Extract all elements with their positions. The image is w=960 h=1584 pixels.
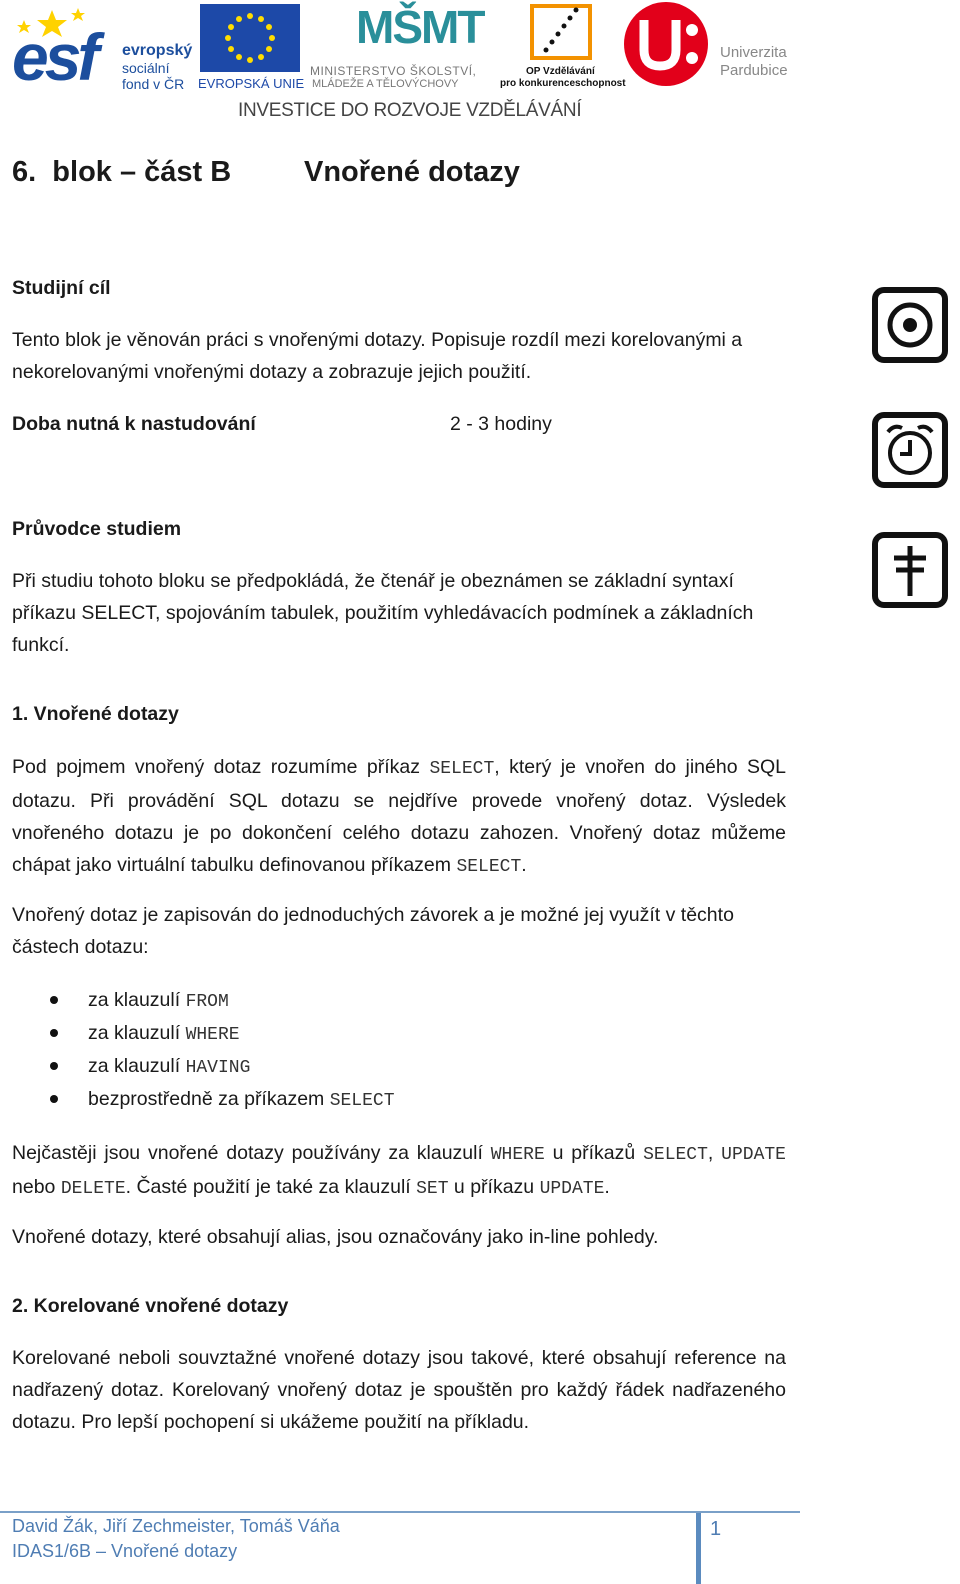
section2-paragraph1: Korelované neboli souvztažné vnořené dotazy jsou takové, které obsahují reference na nadřazený dotaz. Korelovaný vnořený dotaz je spouštěn pro každý řádek nadřazeného dotazu. Pro lepší pochopení si ukážeme použití na příkladu. <box>12 1347 786 1433</box>
msmt-mark: MŠMT <box>356 1 484 53</box>
logo-bar <box>8 0 808 125</box>
code-update: UPDATE <box>721 1145 786 1165</box>
bullet-icon <box>50 1029 58 1037</box>
code-where: WHERE <box>490 1145 545 1165</box>
msmt-line2: MLÁDEŽE A TĚLOVÝCHOVY <box>312 78 459 90</box>
section2-heading: 2. Korelované vnořené dotazy <box>12 1295 289 1317</box>
list-item-code: SELECT <box>329 1091 395 1111</box>
section1-p3-text: u příkazů <box>544 1142 644 1164</box>
alarm-clock-icon <box>872 412 948 488</box>
signpost-icon <box>872 532 948 608</box>
list-item <box>48 1083 788 1116</box>
esf-line2: sociální <box>122 60 170 76</box>
section1-heading: 1. Vnořené dotazy <box>12 703 179 725</box>
block-name-title: Vnořené dotazy <box>304 156 520 188</box>
code-select: SELECT <box>643 1145 708 1165</box>
list-item <box>48 1017 788 1050</box>
usage-list <box>48 984 788 1116</box>
upce-line1: Univerzita <box>720 44 787 61</box>
list-item <box>48 984 788 1017</box>
duration-value: 2 - 3 hodiny <box>450 413 552 435</box>
upce-line2: Pardubice <box>720 62 788 79</box>
block-part-title: 6. blok – část B <box>12 156 232 188</box>
list-item-text: za klauzulí <box>88 1022 186 1044</box>
list-item-code: FROM <box>185 992 229 1012</box>
section1-p1-text-a: Pod pojmem vnořený dotaz rozumíme příkaz <box>12 756 430 778</box>
list-item-text: za klauzulí <box>88 989 186 1011</box>
list-item-code: WHERE <box>185 1025 240 1045</box>
section1-p3-text: Nejčastěji jsou vnořené dotazy používány za klauzulí <box>12 1142 491 1164</box>
duration-label: Doba nutná k nastudování <box>12 413 256 435</box>
upce-emblem-icon <box>624 0 710 90</box>
footer-divider <box>0 1511 800 1513</box>
list-item-text: za klauzulí <box>88 1055 186 1077</box>
code-delete: DELETE <box>60 1179 126 1199</box>
section1-p3-text: u příkazu <box>448 1176 540 1198</box>
section1-p3-text: . Časté použití je také za klauzulí <box>125 1176 417 1198</box>
tagline: INVESTICE DO ROZVOJE VZDĚLÁVÁNÍ <box>238 100 582 121</box>
esf-line1: evropský <box>122 42 193 59</box>
op-emblem-icon <box>528 2 594 62</box>
section1-paragraph3 <box>12 1137 786 1205</box>
code-set: SET <box>416 1179 449 1199</box>
eu-label: EVROPSKÁ UNIE <box>198 76 305 91</box>
goal-text: Tento blok je věnován práci s vnořenými dotazy. Popisuje rozdíl mezi korelovanými a nekorelovanými vnořenými dotazy a zobrazuje jejich použití. <box>12 329 743 383</box>
bullet-icon <box>50 1095 58 1103</box>
list-item-text: bezprostředně za příkazem <box>88 1088 330 1110</box>
op-line2: pro konkurenceschopnost <box>500 78 626 89</box>
guide-text: Při studiu tohoto bloku se předpokládá, že čtenář je obeznámen se základní syntaxí příkazu SELECT, spojováním tabulek, použitím vyhledávacích podmínek a základních funkcí. <box>12 570 754 656</box>
code-select: SELECT <box>429 759 495 779</box>
list-item-code: HAVING <box>185 1058 251 1078</box>
code-update: UPDATE <box>539 1179 605 1199</box>
op-logo <box>500 0 626 92</box>
esf-line3: fond v ČR <box>122 76 185 92</box>
msmt-logo <box>310 0 498 92</box>
eu-stars-icon <box>200 4 300 72</box>
page-number: 1 <box>710 1518 722 1540</box>
section1-p1-text-b: , který je vnořen do jiného SQL dotazu. Při provádění SQL dotazu se nejdříve provede vnořený dotaz. Výsledek vnořeného dotazu je po dokončení celého dotazu zahozen. Vnořený dotaz můžeme chápat jako virtuální tabulku definovanou příkazem <box>12 756 786 876</box>
esf-logo <box>12 4 193 94</box>
guide-heading: Průvodce studiem <box>12 518 182 540</box>
list-item <box>48 1050 788 1083</box>
code-select: SELECT <box>456 857 522 877</box>
footer-page-divider <box>696 1513 701 1584</box>
section1-p3-text: nebo <box>12 1176 61 1198</box>
section1-p3-text: , <box>707 1142 722 1164</box>
section1-paragraph4: Vnořené dotazy, které obsahují alias, jsou označovány jako in-line pohledy. <box>12 1226 659 1248</box>
footer-authors: David Žák, Jiří Zechmeister, Tomáš Váňa <box>12 1516 340 1536</box>
bullet-icon <box>50 996 58 1004</box>
target-icon <box>872 287 948 363</box>
section1-paragraph2: Vnořený dotaz je zapisován do jednoduchých závorek a je možné jej využít v těchto částech dotazu: <box>12 904 734 958</box>
eu-logo <box>198 4 305 91</box>
section1-p3-text: . <box>604 1176 610 1198</box>
goal-heading: Studijní cíl <box>12 277 111 299</box>
section1-p1-text-c: . <box>521 854 527 876</box>
footer-course: IDAS1/6B – Vnořené dotazy <box>12 1541 238 1561</box>
msmt-line1: MINISTERSTVO ŠKOLSTVÍ, <box>310 64 477 78</box>
section1-paragraph1 <box>12 751 786 883</box>
upce-logo <box>624 0 808 92</box>
op-line1: OP Vzdělávání <box>526 66 595 77</box>
esf-big-text: esf <box>12 20 96 94</box>
bullet-icon <box>50 1062 58 1070</box>
